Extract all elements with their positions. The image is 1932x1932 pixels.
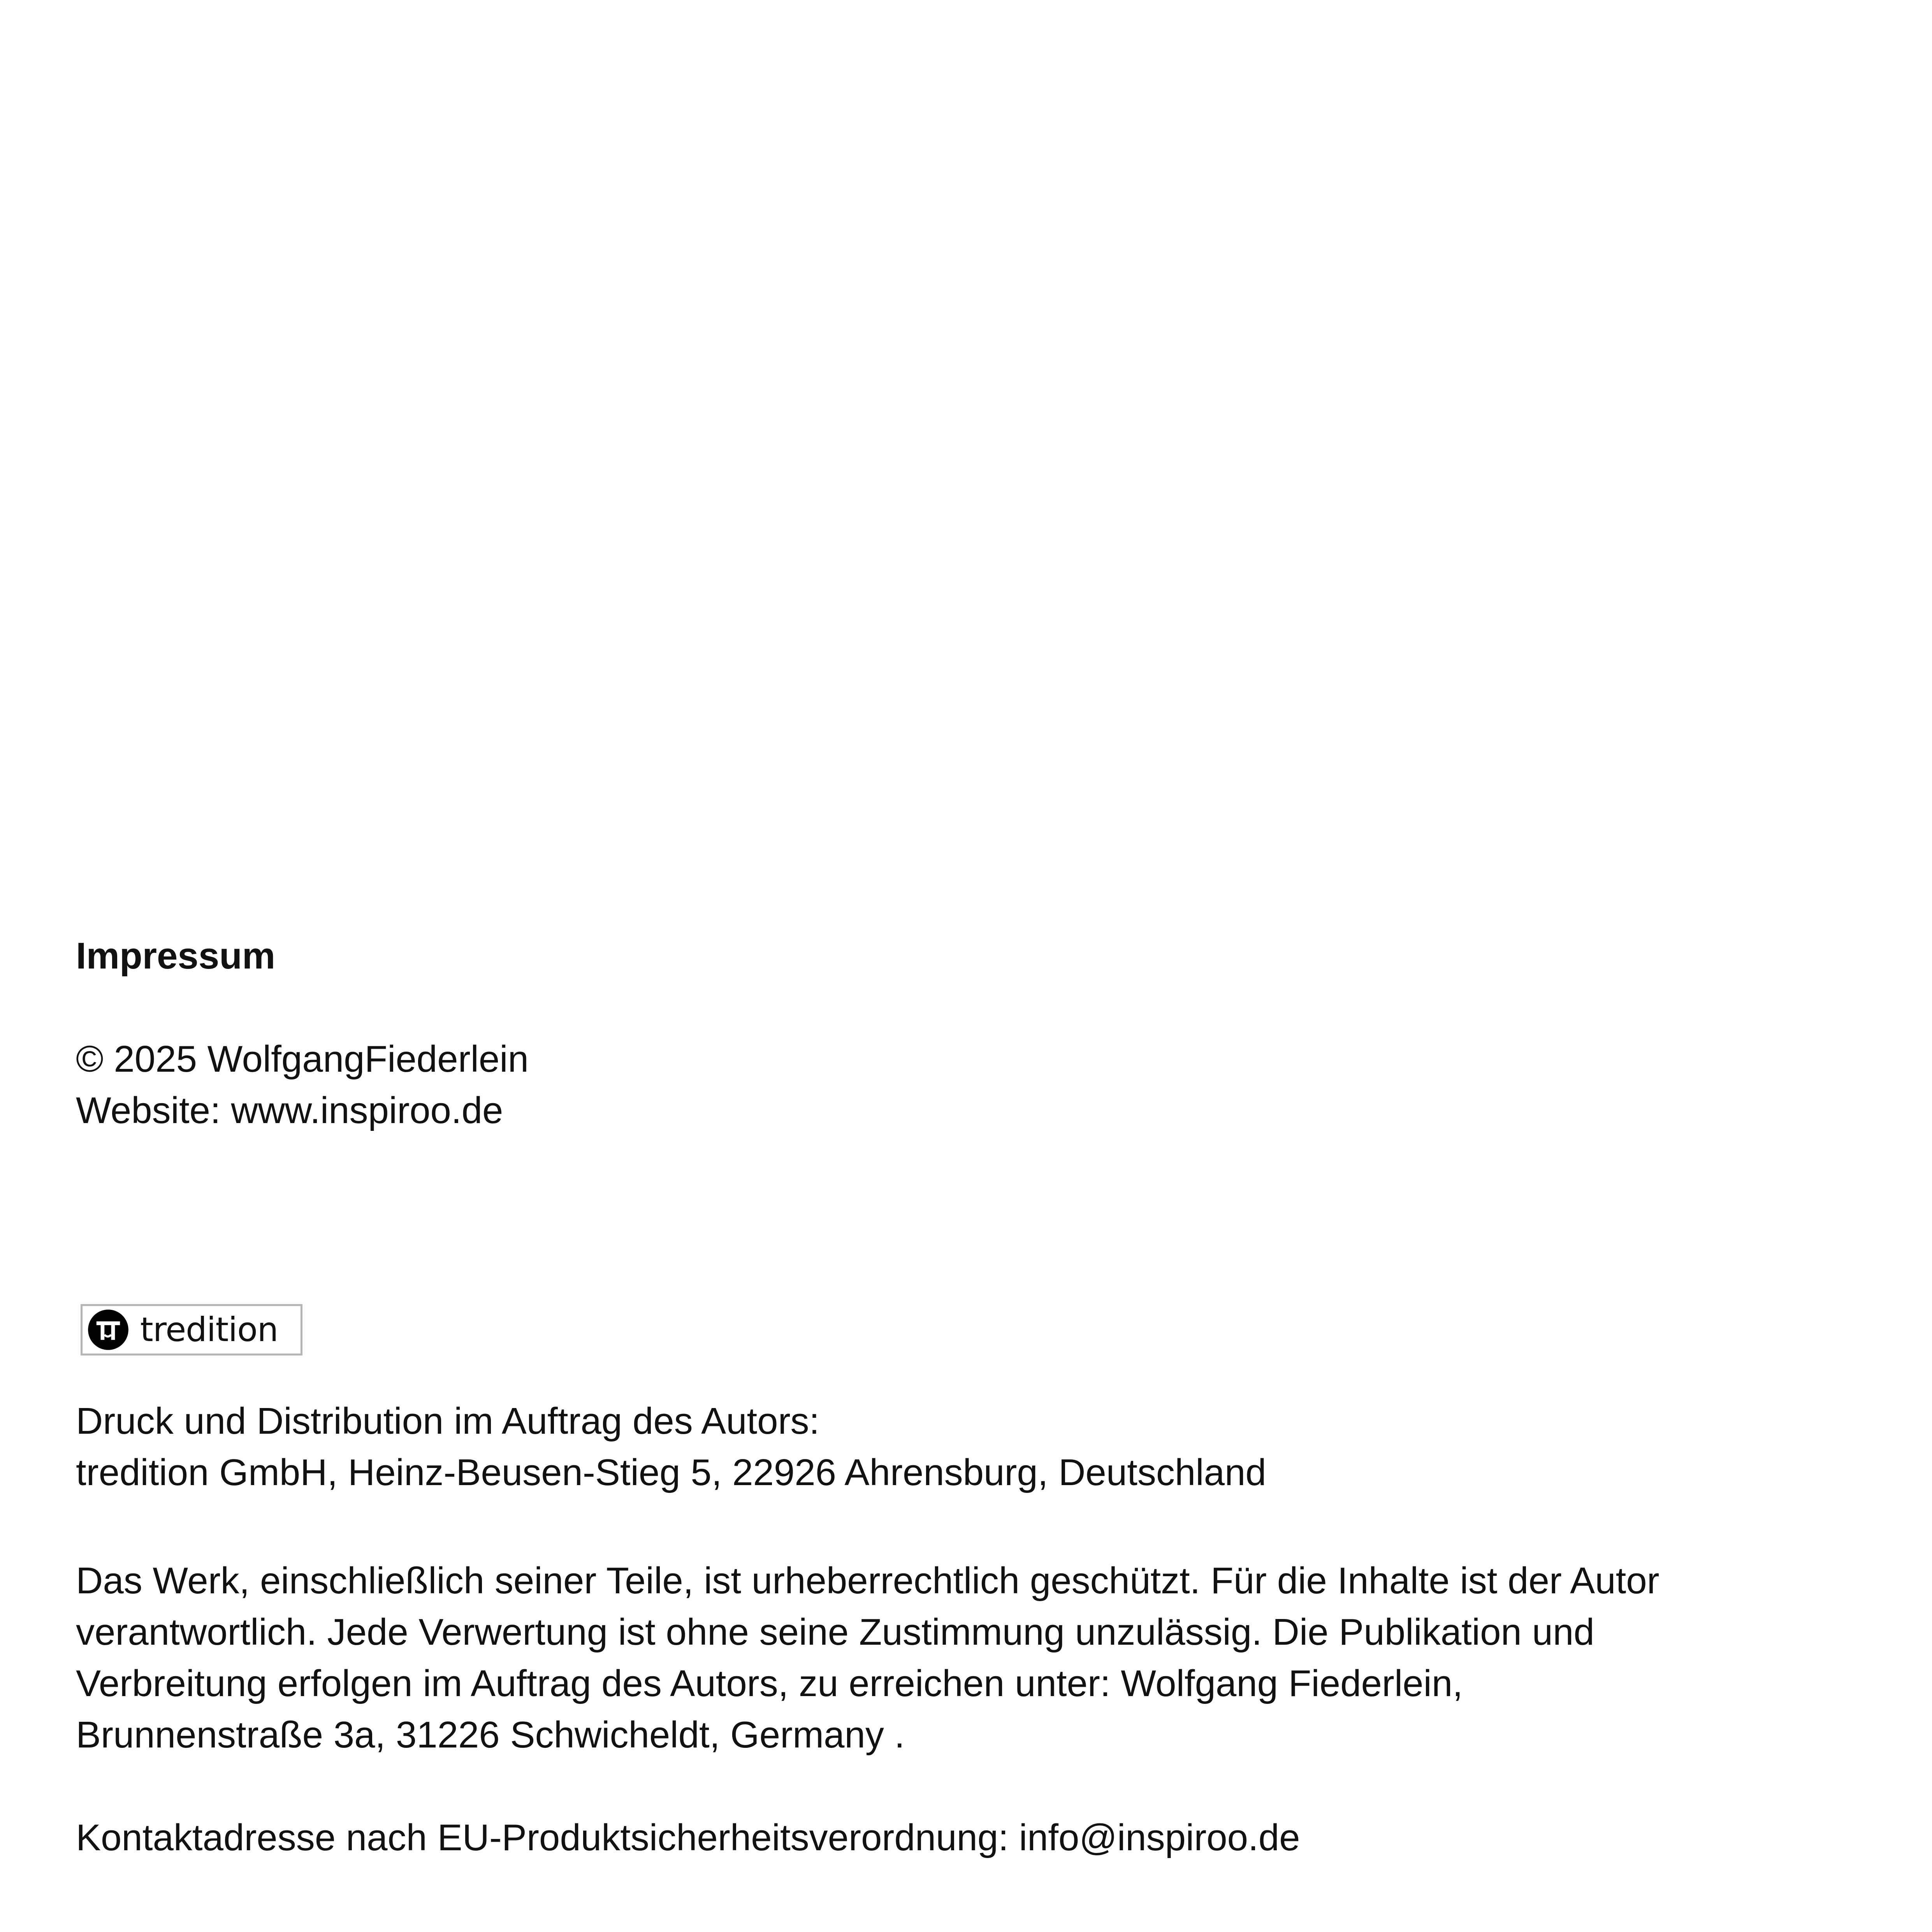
print-distribution-block	[76, 1396, 1266, 1498]
page-title: Impressum	[76, 935, 276, 977]
tredition-logo	[81, 1304, 302, 1355]
print-line-2: tredition GmbH, Heinz-Beusen-Stieg 5, 22926 Ahrensburg, Deutschland	[76, 1452, 1266, 1493]
rights-line-3: Verbreitung erfolgen im Auftrag des Autors, zu erreichen unter: Wolfgang Fiederlein,	[76, 1663, 1463, 1704]
copyright-block	[76, 1034, 529, 1136]
website-line: Website: www.inspiroo.de	[76, 1090, 503, 1131]
tredition-wordmark: tredition	[140, 1310, 278, 1349]
rights-line-1: Das Werk, einschließlich seiner Teile, ist urheberrechtlich geschützt. Für die Inhalte ist der Autor	[76, 1560, 1660, 1602]
copyright-notice-block	[76, 1555, 1660, 1761]
print-line-1: Druck und Distribution im Auftrag des Autors:	[76, 1400, 820, 1442]
rights-line-4: Brunnenstraße 3a, 31226 Schwicheldt, Germany .	[76, 1714, 905, 1756]
copyright-line: © 2025 WolfgangFiederlein	[76, 1038, 529, 1080]
rights-line-2: verantwortlich. Jede Verwertung ist ohne seine Zustimmung unzulässig. Die Publikation und	[76, 1611, 1594, 1653]
contact-line: Kontaktadresse nach EU-Produktsicherheitsverordnung: info@inspiroo.de	[76, 1817, 1300, 1858]
tredition-logo-icon	[87, 1309, 129, 1351]
